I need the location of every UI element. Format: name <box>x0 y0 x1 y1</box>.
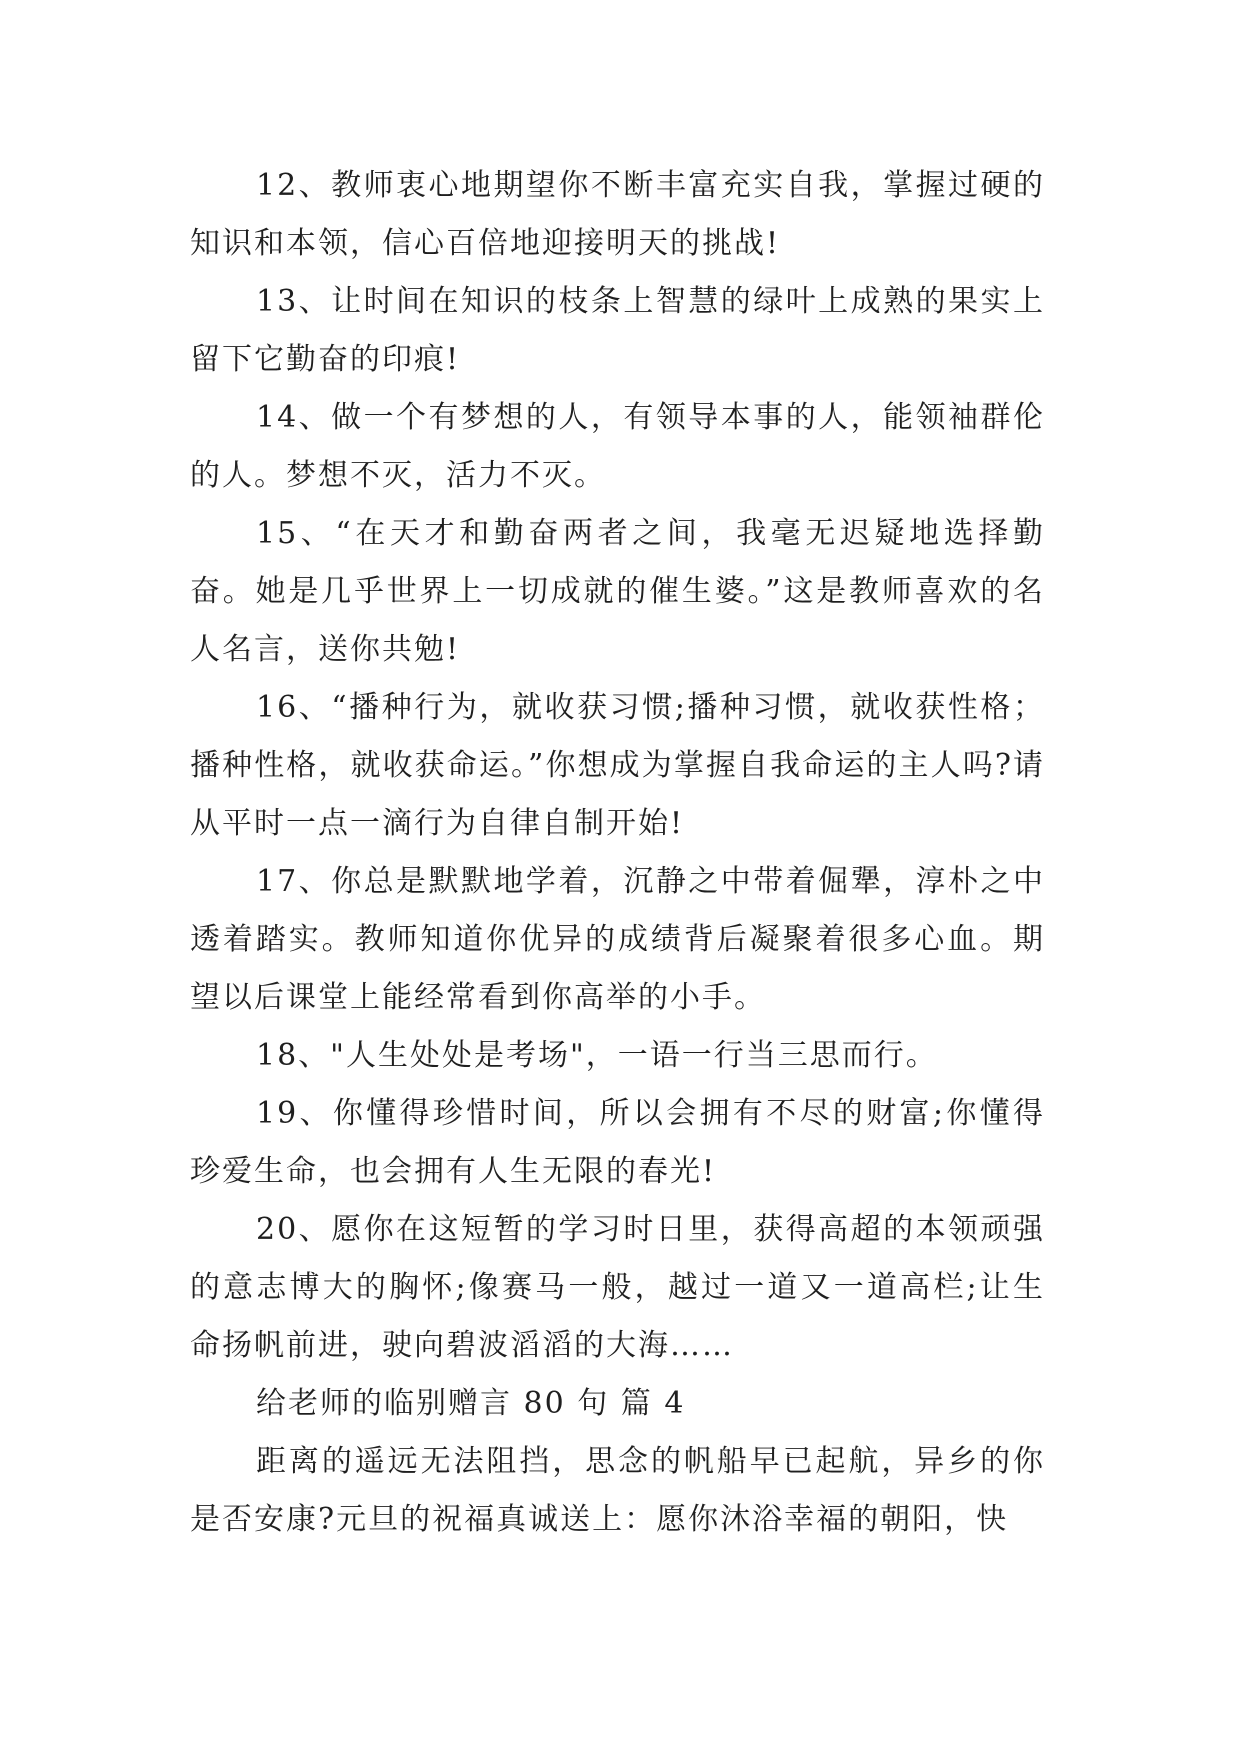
paragraph-13: 13、让时间在知识的枝条上智慧的绿叶上成熟的果实上留下它勤奋的印痕! <box>190 284 1045 377</box>
paragraph-12: 12、教师衷心地期望你不断丰富充实自我，掌握过硬的知识和本领，信心百倍地迎接明天的挑战! <box>190 168 1045 261</box>
paragraph-15: 15、“在天才和勤奋两者之间，我毫无迟疑地选择勤奋。她是几乎世界上一切成就的催生婆。”这是教师喜欢的名人名言，送你共勉! <box>190 516 1045 667</box>
paragraph-16: 16、“播种行为，就收获习惯;播种习惯，就收获性格；播种性格，就收获命运。”你想成为掌握自我命运的主人吗?请从平时一点一滴行为自律自制开始! <box>190 690 1045 841</box>
paragraph-20: 20、愿你在这短暂的学习时日里，获得高超的本领顽强的意志博大的胸怀;像赛马一般，越过一道又一道高栏;让生命扬帆前进，驶向碧波滔滔的大海…… <box>190 1212 1045 1363</box>
section-heading: 给老师的临别赠言 80 句 篇 4 <box>256 1386 686 1421</box>
paragraph-18: 18、"人生处处是考场"，一语一行当三思而行。 <box>256 1038 938 1073</box>
paragraph-17: 17、你总是默默地学着，沉静之中带着倔犟，淳朴之中透着踏实。教师知道你优异的成绩背后凝聚着很多心血。期望以后课堂上能经常看到你高举的小手。 <box>190 864 1045 1015</box>
paragraph-19: 19、你懂得珍惜时间，所以会拥有不尽的财富;你懂得珍爱生命，也会拥有人生无限的春光! <box>190 1096 1045 1189</box>
document-body <box>190 157 1045 1549</box>
closing-paragraph: 距离的遥远无法阻挡，思念的帆船早已起航，异乡的你是否安康?元旦的祝福真诚送上：愿你沐浴幸福的朝阳，快 <box>190 1444 1045 1537</box>
paragraph-14: 14、做一个有梦想的人，有领导本事的人，能领袖群伦的人。梦想不灭，活力不灭。 <box>190 400 1045 493</box>
